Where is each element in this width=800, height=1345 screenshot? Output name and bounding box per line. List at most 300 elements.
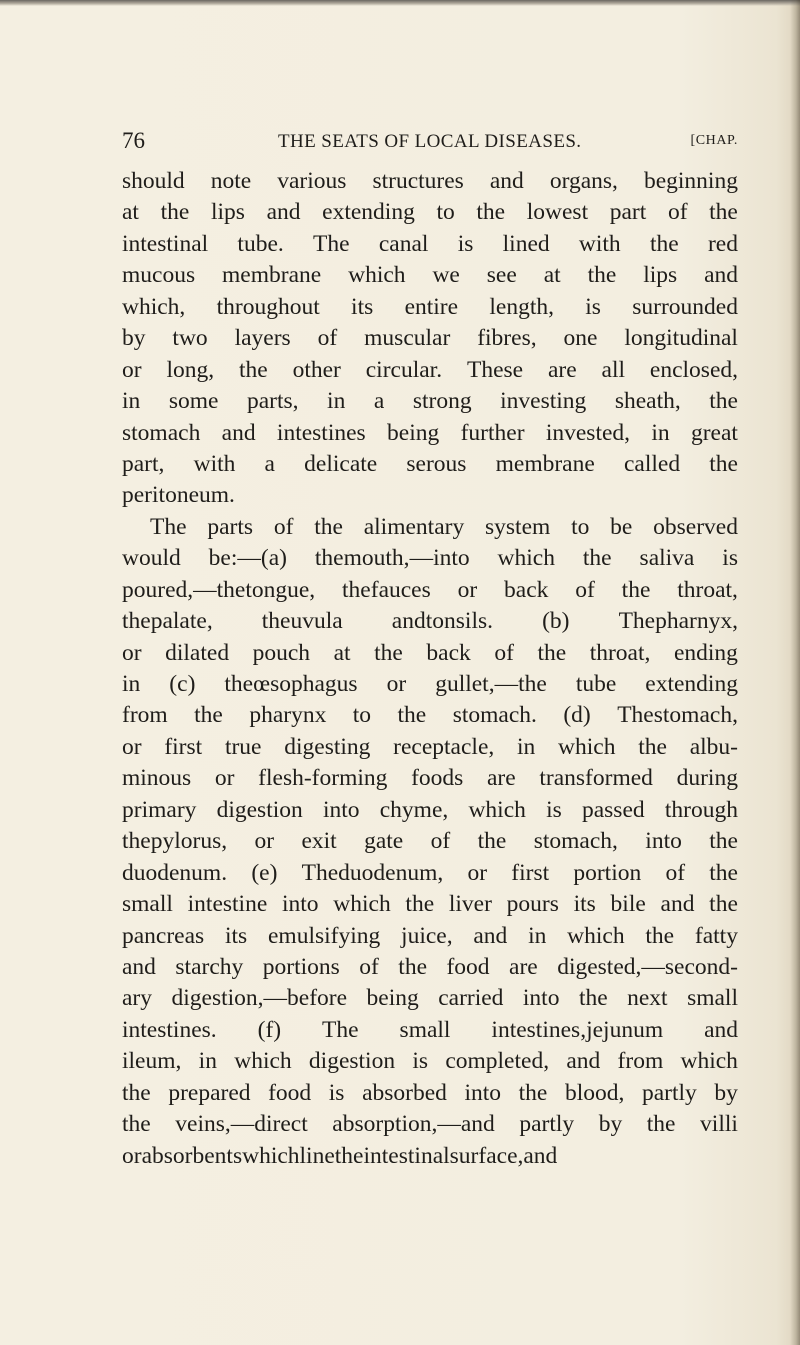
text-run: great [690, 419, 738, 446]
text-line [122, 480, 738, 511]
italic-text: d [571, 702, 583, 729]
word [258, 1015, 281, 1046]
word [332, 1109, 495, 1140]
word [122, 480, 235, 511]
word [476, 197, 505, 228]
word [622, 575, 651, 606]
word [566, 1046, 600, 1077]
text-run: in [122, 671, 141, 697]
italic-text: mouth, [343, 545, 410, 572]
word [348, 260, 405, 291]
italic-text: tonsils. [425, 608, 493, 635]
italic-text: pharnyx, [655, 608, 738, 635]
text-run: at [122, 199, 139, 226]
word [122, 1046, 181, 1077]
text-run: some [168, 388, 219, 415]
text-run: The [150, 513, 187, 540]
text-run: from [122, 702, 168, 729]
text-run: saliva [639, 545, 695, 572]
word [709, 826, 738, 857]
word [527, 197, 588, 228]
word [265, 449, 275, 480]
word [467, 858, 487, 889]
text-line [122, 700, 738, 731]
text-run: ( [169, 671, 178, 697]
word [374, 638, 403, 669]
text-run: into [645, 828, 682, 855]
word [627, 983, 667, 1014]
word [122, 826, 227, 857]
text-run: villi [700, 1111, 738, 1138]
text-run: gate [364, 828, 404, 855]
word [413, 386, 472, 417]
text-run: food [268, 1079, 312, 1106]
word [576, 669, 616, 700]
text-run: digestion [308, 1048, 396, 1075]
text-run: by [714, 1079, 738, 1106]
text-run: the [224, 671, 254, 697]
word [611, 889, 646, 920]
text-run: extending [645, 671, 738, 697]
text-run: and [122, 953, 156, 980]
word [714, 1078, 738, 1109]
text-run: the [342, 576, 371, 603]
word [458, 575, 478, 606]
word [122, 197, 139, 228]
word [122, 732, 142, 763]
text-line [122, 543, 738, 574]
word [169, 386, 219, 417]
text-run: exit [301, 828, 337, 855]
text-run: lowest [526, 199, 589, 226]
text-run: two [172, 325, 208, 352]
word [268, 921, 380, 952]
text-run: being [366, 985, 419, 1012]
text-run: is [546, 796, 562, 823]
word [668, 197, 688, 228]
word [528, 921, 546, 952]
word [485, 512, 550, 543]
text-run: food [446, 953, 490, 980]
text-run: prepared [168, 1079, 251, 1106]
word [309, 1046, 395, 1077]
text-run: circular. [365, 356, 443, 383]
text-run: the [578, 985, 608, 1012]
text-run: next [627, 985, 668, 1012]
word [489, 292, 554, 323]
text-run: throughout [216, 293, 320, 320]
word [571, 512, 589, 543]
text-run: small [399, 1016, 451, 1043]
word [122, 983, 152, 1014]
text-run: absorption,—and [332, 1111, 495, 1138]
text-run: is [457, 230, 474, 257]
word [650, 355, 738, 386]
text-line [122, 386, 738, 417]
word [573, 858, 641, 889]
text-run: the [477, 828, 507, 855]
word [215, 763, 235, 794]
text-run: pancreas [122, 922, 205, 949]
word [372, 166, 463, 197]
word [211, 197, 245, 228]
word [642, 1078, 697, 1109]
text-run: emulsifying [267, 922, 381, 949]
text-run: which [567, 922, 625, 949]
word [400, 1015, 451, 1046]
text-run: invested, [545, 419, 631, 446]
word [446, 952, 489, 983]
word [268, 1078, 311, 1109]
text-run: and [660, 891, 695, 918]
word [199, 1046, 217, 1077]
text-run: which [558, 733, 616, 760]
word [574, 889, 596, 920]
italic-text: fauces [370, 576, 431, 603]
text-run: should [122, 168, 185, 194]
word [392, 606, 493, 637]
word [251, 858, 277, 889]
text-run: stomach. [452, 702, 537, 729]
word [171, 983, 347, 1014]
word [567, 921, 624, 952]
text-run: of [494, 639, 514, 666]
word [590, 638, 651, 669]
text-line [122, 512, 738, 543]
text-run: intestinal [363, 1142, 450, 1169]
text-run: digestion,—before [171, 985, 348, 1012]
word [122, 921, 204, 952]
word [122, 449, 164, 480]
text-run: longitudinal [624, 325, 738, 352]
word [122, 638, 142, 669]
text-run: through [664, 796, 738, 823]
word [523, 1141, 557, 1172]
text-line [122, 355, 738, 386]
text-run: lips [643, 262, 678, 289]
text-run: mucous [122, 262, 196, 289]
text-run: the [238, 356, 268, 383]
word [602, 355, 626, 386]
text-run: its [351, 293, 374, 320]
word [263, 952, 340, 983]
text-run: in [651, 419, 670, 446]
text-run: These [466, 356, 524, 383]
word [618, 1046, 664, 1077]
word [650, 229, 679, 260]
word [122, 1078, 151, 1109]
text-run: ( [257, 1016, 266, 1043]
text-run: ary [122, 985, 153, 1012]
text-run: flesh-forming [258, 765, 388, 792]
word [166, 355, 214, 386]
word [364, 1141, 450, 1172]
word [708, 229, 738, 260]
text-run: ) [187, 671, 196, 697]
word [217, 292, 320, 323]
word [645, 921, 674, 952]
word [333, 889, 390, 920]
text-run: or [457, 576, 478, 603]
text-run: or [122, 639, 142, 666]
word [478, 826, 507, 857]
word [313, 229, 350, 260]
word [645, 826, 682, 857]
word [653, 512, 738, 543]
word [557, 952, 738, 983]
text-run: membrane [222, 262, 322, 289]
word [579, 983, 608, 1014]
text-run: are [509, 953, 538, 980]
text-line [122, 1046, 738, 1077]
word [550, 166, 618, 197]
italic-text: jejunum [586, 1016, 664, 1043]
word [314, 512, 343, 543]
word [293, 355, 341, 386]
word [548, 355, 577, 386]
text-run: the [194, 702, 223, 729]
word [632, 292, 738, 323]
word [165, 638, 229, 669]
word [262, 606, 343, 637]
text-run: true [224, 733, 262, 760]
text-line [122, 983, 738, 1014]
word [318, 323, 338, 354]
text-run: into [522, 985, 560, 1012]
text-run: the [122, 608, 151, 635]
word [323, 795, 360, 826]
text-run: the [582, 545, 612, 572]
text-run: and [221, 419, 256, 446]
word [393, 732, 494, 763]
text-run: ( [251, 859, 260, 886]
word [362, 1078, 447, 1109]
text-run: note [210, 168, 252, 194]
text-run: ending [673, 639, 738, 666]
text-run: is [585, 293, 601, 320]
text-run: structures [372, 168, 464, 194]
text-run: or [122, 356, 142, 383]
word [558, 732, 615, 763]
word [122, 763, 191, 794]
word [579, 229, 621, 260]
text-run: ( [542, 608, 550, 635]
text-run: and [489, 168, 524, 194]
word [211, 166, 251, 197]
word [468, 795, 525, 826]
text-line [122, 763, 738, 794]
word [405, 292, 459, 323]
italic-text: peritoneum. [122, 482, 235, 509]
word [406, 449, 466, 480]
text-line [122, 732, 738, 763]
text-run: ) [273, 1016, 282, 1043]
text-run: the [122, 1079, 151, 1106]
text-run: the [314, 545, 344, 572]
word [122, 166, 185, 197]
word [364, 323, 450, 354]
text-run: of [665, 859, 686, 886]
word [453, 700, 537, 731]
text-run: of [667, 199, 688, 226]
word [207, 512, 253, 543]
text-run: the [709, 388, 738, 415]
word [122, 260, 195, 291]
word [677, 763, 738, 794]
text-run: would [122, 545, 181, 572]
text-run: be:—( [208, 545, 269, 572]
text-run: which [680, 1048, 738, 1075]
word [304, 449, 377, 480]
text-run: of [430, 828, 451, 855]
text-line [122, 826, 738, 857]
word [709, 386, 738, 417]
word [690, 732, 738, 763]
word [175, 1109, 307, 1140]
text-run: ( [563, 702, 572, 729]
text-run: absorbed [362, 1079, 447, 1106]
word [432, 260, 459, 291]
text-run: and [473, 922, 508, 949]
word [301, 826, 336, 857]
word [274, 512, 294, 543]
italic-text: ileum, [122, 1048, 182, 1075]
word [473, 921, 507, 952]
word [704, 1015, 738, 1046]
word [122, 858, 227, 889]
text-run: its [224, 922, 248, 949]
text-run: observed [653, 513, 738, 540]
text-run: to [436, 199, 455, 226]
word [359, 952, 379, 983]
text-run: which [333, 891, 391, 918]
page-gutter-shadow [790, 0, 800, 1345]
word [412, 1046, 428, 1077]
text-run: line [299, 1142, 335, 1169]
text-run: system [485, 513, 551, 540]
italic-text: e [259, 859, 270, 886]
text-run: intestines [276, 419, 366, 446]
text-run: strong [412, 388, 472, 415]
word [122, 1141, 142, 1172]
word [277, 166, 346, 197]
text-run: to [352, 702, 372, 729]
text-run: at [543, 262, 561, 289]
running-head [122, 128, 738, 160]
text-run: digesting [284, 733, 371, 760]
italic-text: stomach, [653, 702, 738, 729]
text-run: or [214, 765, 235, 792]
text-run: ) [269, 859, 278, 886]
word [575, 575, 595, 606]
word [511, 858, 549, 889]
word [500, 386, 586, 417]
word [237, 229, 283, 260]
word [431, 826, 451, 857]
text-run: be [610, 513, 633, 540]
italic-text: uvula [290, 608, 343, 635]
text-line [122, 575, 738, 606]
text-line [122, 323, 738, 354]
word [643, 260, 677, 291]
text-run: the [709, 828, 738, 855]
text-run: The [301, 859, 339, 886]
text-run: is [412, 1048, 429, 1075]
italic-text: c [177, 671, 188, 697]
italic-text: tongue, [245, 576, 316, 603]
text-line [122, 1015, 738, 1046]
word [661, 889, 695, 920]
text-run: from [617, 1048, 664, 1075]
word [122, 543, 181, 574]
text-run: dilated [165, 639, 230, 666]
text-run: starchy [175, 953, 244, 980]
word [709, 197, 738, 228]
text-run: sheath, [614, 388, 681, 415]
text-run: fibres, [477, 325, 537, 352]
word [722, 543, 738, 574]
text-line [122, 1141, 738, 1172]
word [217, 795, 303, 826]
word [564, 323, 598, 354]
word [374, 386, 384, 417]
word [519, 1109, 574, 1140]
text-run: poured,—the [122, 576, 246, 603]
text-run: which, [122, 293, 186, 320]
word [322, 1015, 359, 1046]
word [450, 1141, 524, 1172]
text-run: lips [210, 199, 245, 226]
text-run: is [328, 1079, 345, 1106]
text-run: pouch [252, 639, 311, 666]
text-run: carried [438, 985, 504, 1012]
page-top-edge [0, 0, 800, 6]
text-run: pours [506, 891, 559, 918]
text-run: by [122, 325, 146, 352]
text-run: transformed [539, 765, 653, 792]
word [583, 543, 612, 574]
text-run: duodenum. [122, 859, 228, 886]
text-run: juice, [401, 922, 453, 949]
text-run: the [334, 1142, 364, 1169]
word [315, 543, 470, 574]
word [194, 449, 236, 480]
text-run: red [707, 230, 738, 257]
text-run: intestines. [122, 1016, 217, 1043]
italic-text: palate, [150, 608, 213, 635]
text-run: is [722, 545, 738, 572]
word [398, 700, 427, 731]
running-title: THE SEATS OF LOCAL DISEASES. [278, 131, 582, 152]
text-run: and [523, 1142, 558, 1169]
word [523, 983, 560, 1014]
text-run: in [517, 733, 536, 760]
text-run: with [193, 450, 236, 477]
word [638, 732, 667, 763]
word [398, 952, 427, 983]
text-line [122, 1078, 738, 1109]
word [122, 1015, 217, 1046]
word [438, 983, 503, 1014]
text-run: its [573, 891, 596, 918]
word [194, 700, 223, 731]
text-run: the [122, 1111, 151, 1138]
word [487, 763, 516, 794]
chapter-mark: [CHAP. [690, 133, 738, 148]
text-run: during [676, 765, 738, 792]
word [709, 889, 738, 920]
word [122, 952, 156, 983]
